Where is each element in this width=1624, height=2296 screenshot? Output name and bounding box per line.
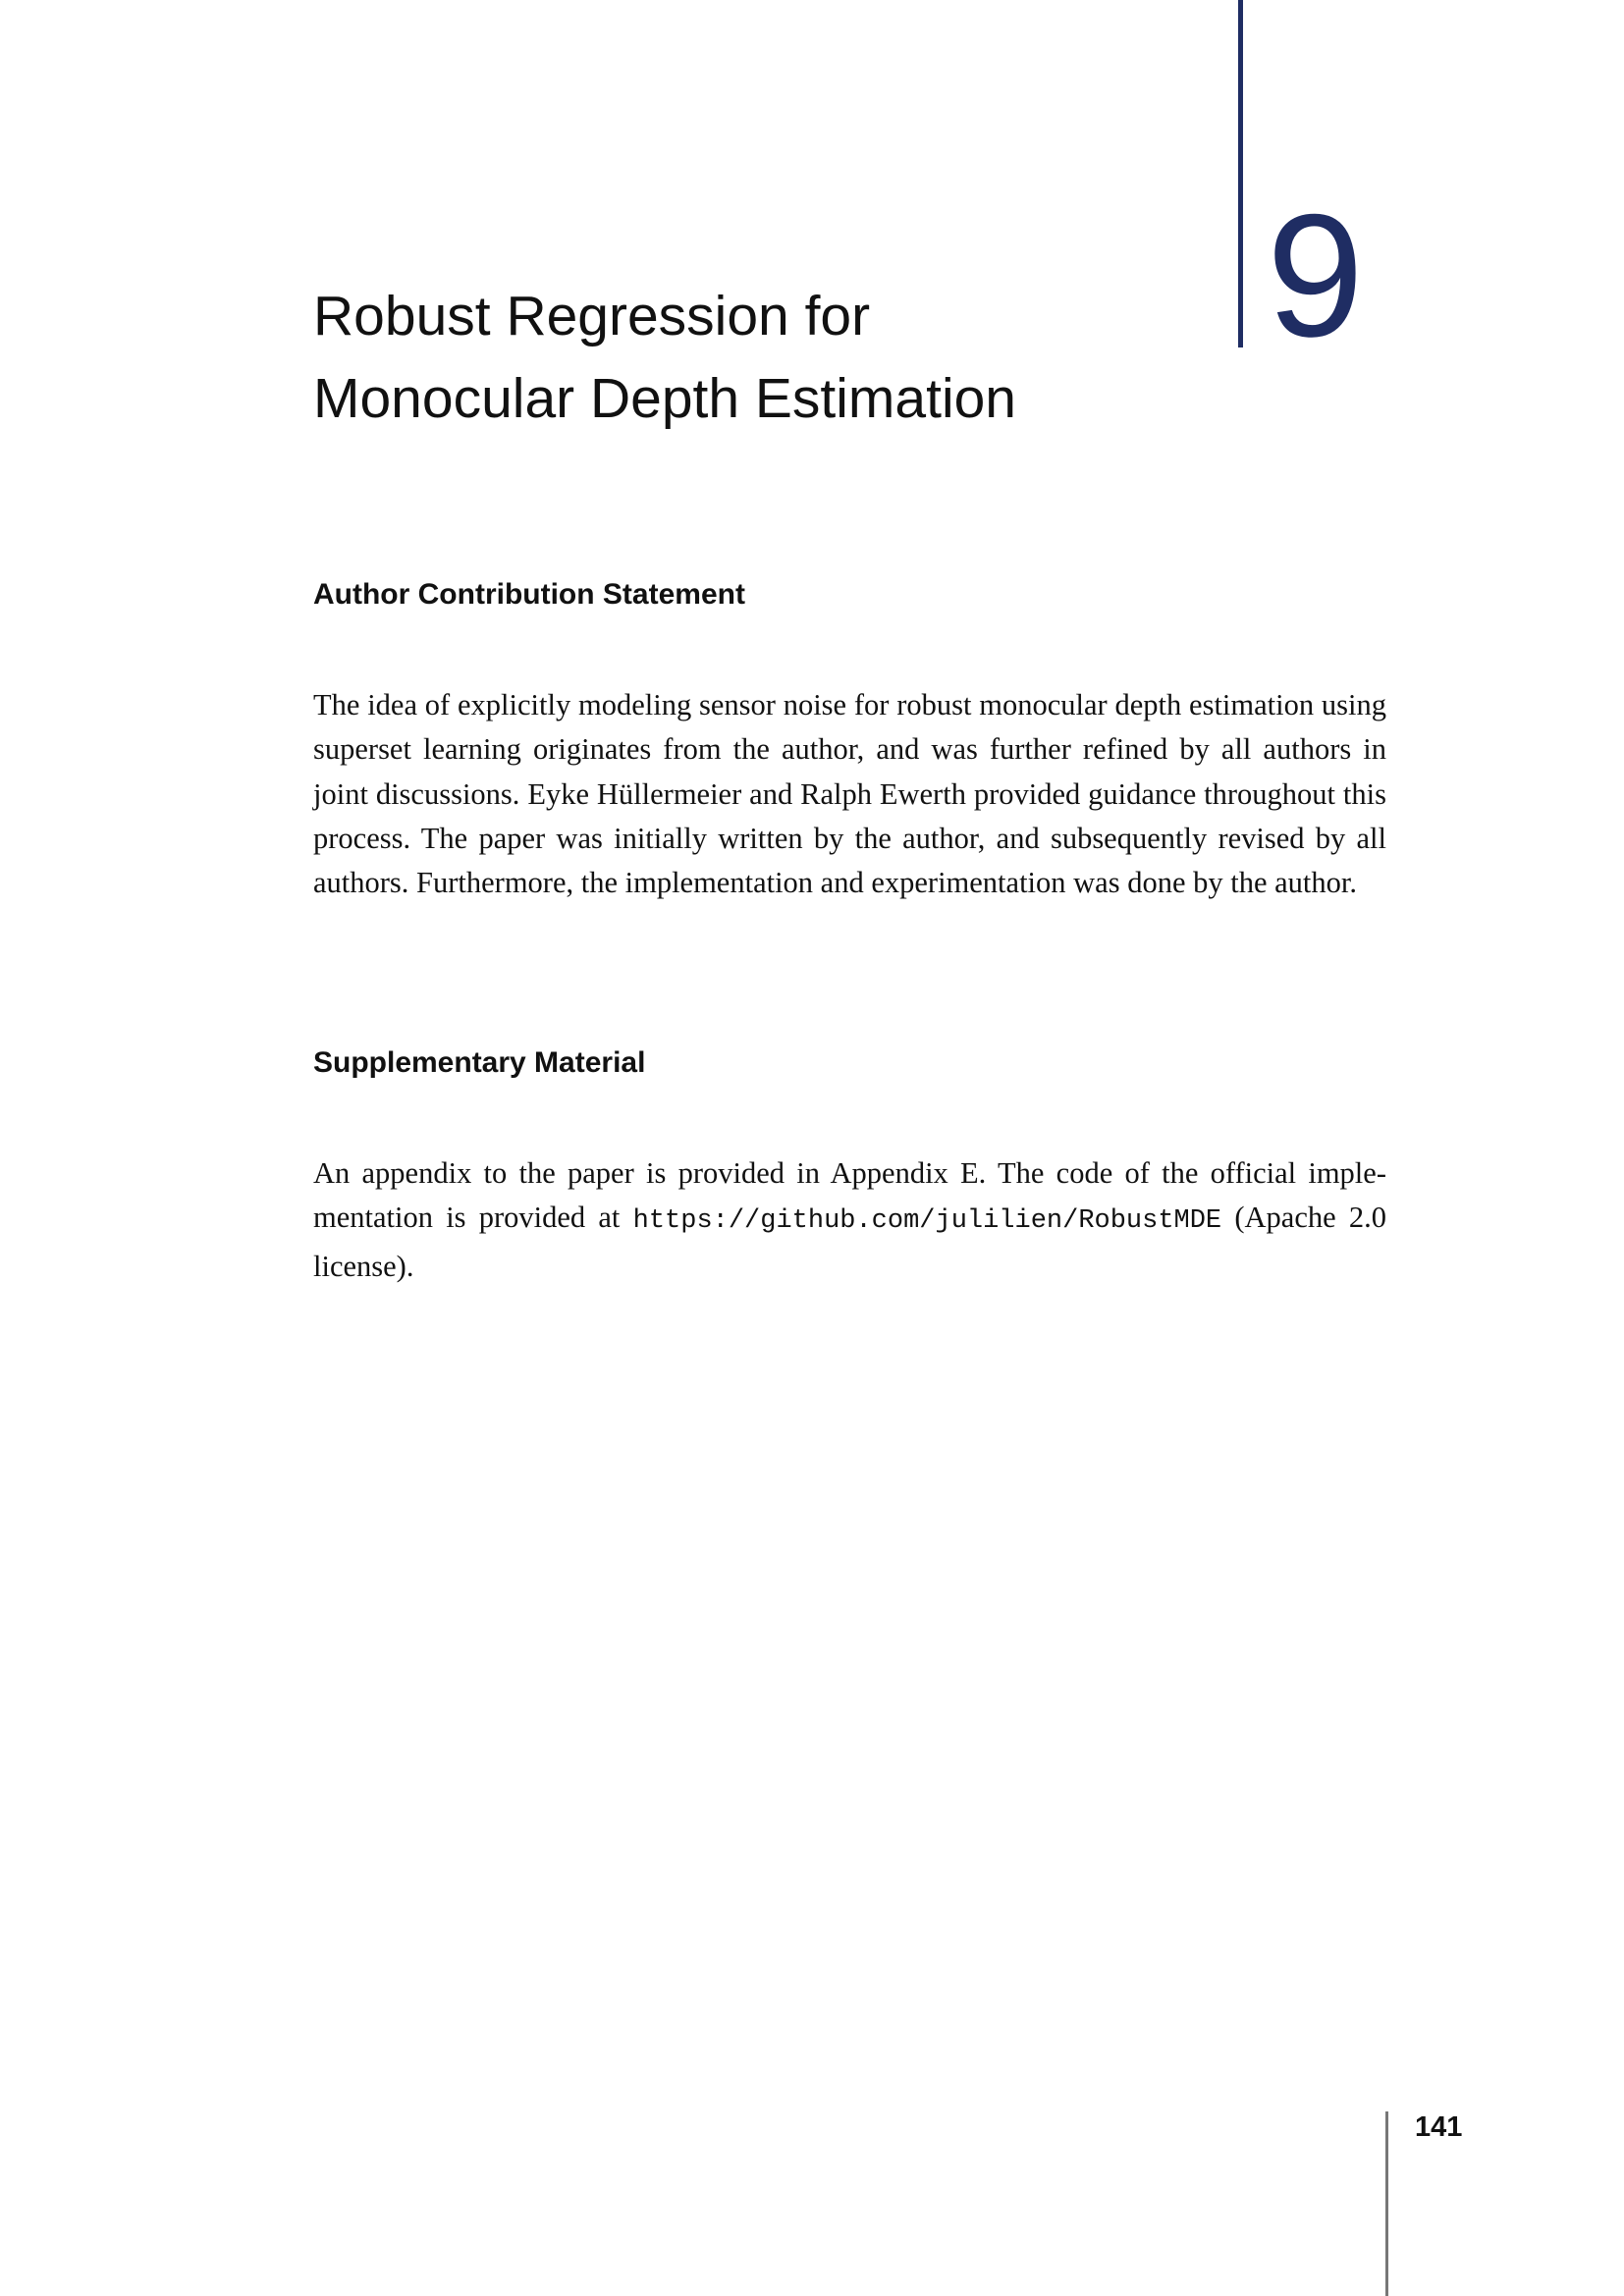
author-contribution-heading: Author Contribution Statement [313,578,745,611]
chapter-number: 9 [1267,178,1364,373]
supplementary-text-before-url: An appendix to the paper is provided in Appendix E. The code of the official implementation is provided at [313,1156,1386,1235]
supplementary-material-heading: Supplementary Material [313,1046,646,1079]
supplementary-text-after-url: (Apache 2.0 license). [313,1201,1387,1283]
author-contribution-paragraph: The idea of explicitly modeling sensor noise for robust monocular depth estimation using superset learning originates from the author, and was further refined by all authors in joint discussions. Eyke Hüllermeier and Ralph Ewerth provided guidance throughout this process. The paper was initially written by the author, and subsequently revised by all authors. Furthermore, the implementation and experimentation was done by the author. [313,688,1386,900]
page-number: 141 [1415,2111,1463,2143]
chapter-title [313,275,1016,440]
chapter-rule [1238,0,1243,347]
repository-url-link[interactable]: https://github.com/julilien/RobustMDE [632,1206,1222,1237]
page-number-rule [1385,2111,1388,2296]
supplementary-material-paragraph [313,1151,1386,1289]
chapter-title-line-1: Robust Regression for [313,285,871,347]
chapter-title-line-2: Monocular Depth Estimation [313,367,1017,430]
